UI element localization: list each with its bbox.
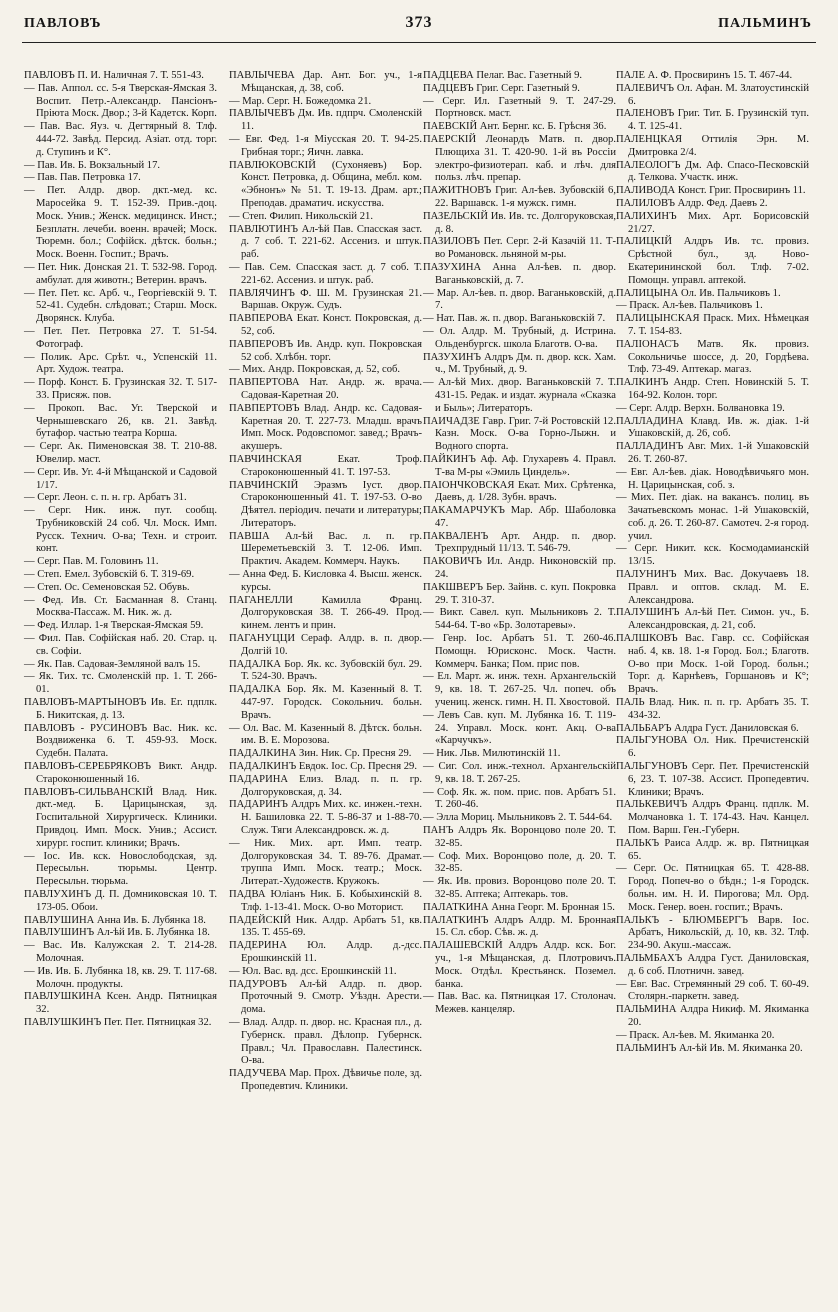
directory-entry: ПАДУЧЕВА Мар. Прох. Дѣвичье поле, зд. Пропедевтич. Клиники. <box>229 1068 422 1092</box>
directory-entry: ПАВЛУХИНЪ Д. П. Домниковская 10. Т. 173-05. Обои. <box>24 889 217 913</box>
directory-entry: — Генр. Іос. Арбатъ 51. Т. 260-46. Помощн. Юрисконс. Моск. Частн. Коммерч. Банка; Пом. прис пов. <box>423 633 616 670</box>
directory-entry: — Пет. Пет. Петровка 27. Т. 51-54. Фотограф. <box>24 325 217 350</box>
directory-entry: — Пав. Ив. Б. Вокзальный 17. <box>24 159 161 171</box>
directory-entry: ПАДУРОВЪ Ал-ѣй Алдр. п. двор. Проточный 9. Смотр. Уѣздн. Арести. дома. <box>229 978 422 1016</box>
directory-entry: ПАЛЕОЛОГЪ Дм. Аф. Спасо-Песковскій д. Телкова. Участк. инж. <box>616 159 809 184</box>
directory-entry: — Нат. Пав. ж. п. двор. Ваганьковскій 7. <box>423 313 606 325</box>
running-head-left: ПАВЛОВЪ <box>24 16 102 31</box>
directory-entry: — Серг. Ник. инж. пут. сообщ. Трубниковскій 24 соб. Чл. Моск. Имп. Русск. Технич. О-ва; Техн. и строит. конт. <box>24 505 217 555</box>
directory-entry: ПАЛЬМБАХЪ Алдра Густ. Даниловская, д. 6 соб. Плотничн. завед. <box>616 952 809 977</box>
directory-entry: — Як. Пав. Садовая-Земляной валъ 15. <box>24 658 201 670</box>
directory-entry: ПАНЪ Алдръ Як. Воронцово поле 20. Т. 32-85. <box>423 825 616 849</box>
directory-entry: ПАИЧАДЗЕ Гавр. Григ. 7-й Ростовскій 12. Казн. Моск. О-ва Горно-Лыжн. и Водного спорта. <box>423 415 616 453</box>
directory-entry: — Пет. Алдр. двор. дкт.-мед. кс. Маросейка 9. Т. 152-39. Прив.-доц. Моск. Унив.; Женск. медицинск. Инст.; Безплатн. лечеби. военн. врачей; Моск. Тюремн. бол.; Софійск. дѣтск. больн.; Моск. Военн. Госпит.; Врачъ. <box>24 185 217 261</box>
directory-entry: ПАЛЕ А. Ф. Просвиринъ 15. Т. 467-44. <box>616 70 793 81</box>
directory-entry: ПАВЛЯЧИНЪ Ф. Ш. М. Грузинская 21. Варшав. Окруж. Судъ. <box>229 287 422 312</box>
directory-entry: — Соф. Мих. Воронцово поле, д. 20. Т. 32-85. <box>423 850 616 875</box>
directory-entry: — Левъ Сав. куп. М. Лубянка 16. Т. 119-24. Управл. Моск. конт. Акц. О-ва «Карчучкъ». <box>423 709 616 747</box>
directory-entry: ПАЛАШЕВСКІЙ Алдръ Алдр. кск. Бог. уч., 1-я Мѣщанская, д. Плотровичъ. Моск. Отдѣл. Крестьянск. Поземел. банка. <box>423 940 616 990</box>
directory-entry: ПАВЛЫЧЕВА Дар. Ант. Бог. уч., 1-я Мѣщанская, д. 38, соб. <box>229 70 422 94</box>
directory-entry: — Соф. Як. ж. пом. прис. пов. Арбатъ 51. Т. 260-46. <box>423 786 616 811</box>
directory-entry: ПАЗУХИНА Анна Ал-ѣев. п. двор. Ваганьковскій, д. 7. <box>423 261 616 286</box>
directory-entry: ПАВЛОВЪ-МАРТЫНОВЪ Ив. Ег. пдплк. Б. Никитская, д. 13. <box>24 697 217 721</box>
directory-entry: — Пав. Пав. Петровка 17. <box>24 172 141 184</box>
directory-entry: — Ив. Ив. Б. Лубянка 18, кв. 29. Т. 117-68. Молочн. продукты. <box>24 965 217 990</box>
directory-entry: ПАДЕЙСКІЙ Ник. Алдр. Арбатъ 51, кв. 135. Т. 455-69. <box>229 914 422 939</box>
directory-entry: ПАГАНУЦЦИ Сераф. Алдр. в. п. двор. Долгій 10. <box>229 633 422 657</box>
directory-entry: ПАЛИЦЫНА Ол. Ив. Пальчиковъ 1. <box>616 287 781 299</box>
directory-entry: — Праск. Ал-ѣев. Пальчиковъ 1. <box>616 300 763 312</box>
directory-entry: — Пав. Вас. Яуз. ч. Дегтярный 8. Тлф. 444-72. Завѣд. Персид. Азіат. отд. торг. д. Ступинъ и К°. <box>24 121 217 158</box>
directory-entry: ПАВЧИНСКАЯ Екат. Троф. Староконюшенный 41. Т. 197-53. <box>229 453 422 478</box>
directory-entry: ПАЛИВОДА Конст. Григ. Просвиринъ 11. <box>616 185 806 197</box>
directory-entry: ПАЛЬМИНА Алдра Никиф. М. Якиманка 20. <box>616 1004 809 1028</box>
directory-entry: — Элла Мориц. Мыльниковъ 2. Т. 544-64. <box>423 812 613 824</box>
directory-entry: ПАГАНЕЛЛИ Камилла Франц. Долгоруковская 38. Т. 266-49. Прод. кинем. лентъ и прин. <box>229 594 422 632</box>
directory-entry: — Влад. Алдр. п. двор. нс. Красная пл., д. Губернск. правл. Дѣлопр. Губернск. Правл.; Чл. Православн. Палестинск. О-ва. <box>229 1016 422 1067</box>
directory-entry: ПАВЛУШИНЪ Ал-ѣй Ив. Б. Лубянка 18. <box>24 927 210 939</box>
column-4 <box>616 70 809 1055</box>
directory-entry: — Мар. Серг. Н. Божедомка 21. <box>229 95 372 107</box>
directory-entry: ПАВЛОВЪ-СИЛЬВАНСКІЙ Влад. Ник. дкт.-мед. Б. Царицынская, зд. Госпитальной Хирургическ. Клиники. Привдоц. Имп. Моск. Унив.; Ассист. хирург. госпит. клиники; Врачъ. <box>24 786 217 849</box>
directory-entry: — Серг. Ив. Уг. 4-й Мѣщанской и Садовой 1/17. <box>24 466 217 491</box>
directory-entry: — Серг. Ос. Пятницкая 65. Т. 428-88. Город. Попеч-во о бѣдн.; 1-я Городск. больн. им. Н. И. Пирогова; Мл. Орд. Моск. Генер. воен. госпит.; Врачъ. <box>616 863 809 913</box>
directory-entry: — Серг. Алдр. Верхн. Болвановка 19. <box>616 402 785 414</box>
directory-entry: — Як. Тих. тс. Смоленскій пр. 1. Т. 266-01. <box>24 671 217 696</box>
directory-entry: — Фед. Иллар. 1-я Тверская-Ямская 59. <box>24 620 204 632</box>
directory-entry: — Викт. Савел. куп. Мыльниковъ 2. Т. 544-64. Т-во «Бр. Золотаревы». <box>423 607 616 632</box>
directory-entry: — Юл. Вас. вд. дсс. Ерошкинскій 11. <box>229 965 397 977</box>
column-3 <box>423 70 616 1017</box>
directory-entry: ПАДАРИНА Елиз. Влад. п. п. гр. Долгоруковская, д. 34. <box>229 773 422 798</box>
directory-entry: — Ник. Льв. Милютинскій 11. <box>423 748 561 760</box>
directory-entry: ПАЛЛАДИНА Клавд. Ив. ж. діак. 1-й Ушаковскій, д. 26, соб. <box>616 415 809 440</box>
directory-entry: ПАДВА Юліанъ Ник. Б. Кобыхинскій 8. Тлф. 1-13-41. Моск. О-во Моторист. <box>229 889 422 913</box>
directory-entry: ПАЛАТКИНА Анна Георг. М. Бронная 15. <box>423 901 615 913</box>
directory-entry: ПАЗИЛОВЪ Пет. Серг. 2-й Казачій 11. Т-во Романовск. льняной м-ры. <box>423 236 616 261</box>
directory-entry: ПАЗЕЛЬСКІЙ Ив. Ив. тс. Долгоруковская, д. 8. <box>423 210 616 235</box>
directory-entry: ПАДЦЕВА Пелаг. Вас. Газетный 9. <box>423 70 583 81</box>
directory-entry: ПАДАРИНЪ Алдръ Мих. кс. инжен.-техн. Н. Башиловка 22. Т. 5-86-37 и 1-88-70. Служ. Тяги Александровск. ж. д. <box>229 799 422 837</box>
directory-entry: ПАВЛОВЪ - РУСИНОВЪ Вас. Ник. кс. Воздвиженка 6. Т. 459-93. Моск. Судебн. Палата. <box>24 722 217 760</box>
directory-entry: — Евг. Фед. 1-я Міусская 20. Т. 94-25. Грибная торг.; Яичн. лавка. <box>229 133 422 158</box>
directory-entry: ПАКШВЕРЪ Бер. Зайнв. с. куп. Покровка 29. Т. 310-37. <box>423 581 616 606</box>
directory-entry: ПАДАЛКИНА Зин. Ник. Ср. Пресня 29. <box>229 748 412 760</box>
directory-entry: ПАВПЕРТОВЪ Влад. Андр. кс. Садовая-Каретная 20. Т. 227-73. Младш. врачъ Имп. Моск. Родовспомог. завед.; Врачъ-акушеръ. <box>229 402 422 453</box>
directory-entry: ПАДАЛКА Бор. Як. кс. Зубовскій бул. 29. Т. 524-30. Врачъ. <box>229 658 422 683</box>
directory-entry: — Полик. Арс. Срѣт. ч., Успенскій 11. Арт. Худож. театра. <box>24 351 217 376</box>
directory-entry: ПАДАЛКИНЪ Евдок. Іос. Ср. Пресня 29. <box>229 761 417 773</box>
directory-entry: ПАВЛУШКИНЪ Пет. Пет. Пятницкая 32. <box>24 1016 212 1028</box>
directory-entry: — Мих. Андр. Покровская, д. 52, соб. <box>229 364 401 376</box>
directory-entry: ПАВПЕРТОВА Нат. Андр. ж. врача. Садовая-Каретная 20. <box>229 377 422 401</box>
directory-entry: — Степ. Филип. Никольскій 21. <box>229 210 373 222</box>
directory-entry: ПАЛЕВИЧЪ Ол. Афан. М. Златоустинскій 6. <box>616 82 809 107</box>
directory-entry: — Сиг. Сол. инж.-технол. Архангельскій 9, кв. 18. Т. 267-25. <box>423 761 616 785</box>
directory-entry: — Степ. Ос. Семеновская 52. Обувь. <box>24 581 190 593</box>
directory-entry: ПАВЛОВЪ-СЕРЕБРЯКОВЪ Викт. Андр. Староконюшенный 16. <box>24 761 217 785</box>
directory-entry: — Пав. Аппол. сс. 5-я Тверская-Ямская 3. Воспит. Петр.-Александр. Пансіонъ-Пріюта Моск. Двор.; 3-й Кадетск. Корп. <box>24 82 217 120</box>
directory-entry: ПАВЛУШКИНА Ксен. Андр. Пятницкая 32. <box>24 991 217 1016</box>
directory-entry: ПАЛУШИНЪ Ал-ѣй Пет. Симон. уч., Б. Александровская, д. 21, соб. <box>616 607 809 632</box>
directory-entry: ПАДАЛКА Бор. Як. М. Казенный 8. Т. 447-97. Городск. Сокольнич. больн. Врачъ. <box>229 684 422 721</box>
directory-entry: — Прокоп. Вас. Уг. Тверской и Чернышевскаго 26, кв. 21. Завѣд. бутафор. частью театра Корша. <box>24 402 217 440</box>
column-2 <box>229 70 422 1094</box>
directory-entry: — Мар. Ал-ѣев. п. двор. Ваганьковскій, д. 7. <box>423 287 616 312</box>
directory-entry: ПАЛЬКЪ - БЛЮМБЕРГЪ Варв. Іос. Арбатъ, Никольскій, д. 10, кв. 32. Тлф. 234-90. Акуш.-массаж. <box>616 914 809 952</box>
directory-entry: — Ник. Мих. арт. Имп. театр. Долгоруковская 34. Т. 89-76. Драмат. труппа Имп. Моск. театр.; Моск. Литерат.-Художеств. Кружокъ. <box>229 837 422 888</box>
directory-entry: — Серг. Никит. кск. Космодамианскій 13/15. <box>616 543 809 568</box>
directory-entry: ПАЛИЦКІЙ Алдръ Ив. тс. провиз. Срѣстной бул., зд. Ново-Екатерининской бол. Тлф. 7-02. Помощн. управл. аптекой. <box>616 236 809 286</box>
directory-entry: — Ол. Алдр. М. Трубный, д. Истрина. Ольденбургск. школа Благотв. О-ва. <box>423 325 616 350</box>
directory-entry: — Серг. Пав. М. Головинъ 11. <box>24 556 159 568</box>
directory-entry: — Пав. Сем. Спасская заст. д. 7 соб. Т. 221-62. Ассениз. и штук. раб. <box>229 261 422 286</box>
directory-entry: ПАВЛЫЧЕВЪ Дм. Ив. пдпрч. Смоленскій 11. <box>229 108 422 133</box>
directory-entry: — Серг. Леон. с. п. н. гр. Арбатъ 31. <box>24 492 187 504</box>
directory-entry: ПАЛИЛОВЪ Алдр. Фед. Даевъ 2. <box>616 197 768 209</box>
directory-entry: ПАДЦЕВЪ Григ. Серг. Газетный 9. <box>423 82 580 94</box>
directory-entry: — Евг. Ал-ѣев. діак. Новодѣвичьяго мон. Н. Царицынская, соб. з. <box>616 466 809 491</box>
directory-entry: — Мих. Пет. діак. на вакансъ. полиц. въ Зачатьевскомъ монас. 1-й Ушаковскій, соб. д. 26. Т. 260-87. Самотеч. 2-я город. учил. <box>616 492 809 542</box>
directory-entry: ПАВЛОВЪ П. И. Наличная 7. Т. 551-43. <box>24 70 204 81</box>
directory-entry: ПАВПЕРОВА Екат. Конст. Покровская, д. 52, соб. <box>229 313 422 337</box>
header-rule <box>22 42 816 43</box>
directory-entry: — Іос. Ив. кск. Новослободская, зд. Пересыльн. тюрьмы. Центр. Пересыльн. тюрьма. <box>24 850 217 888</box>
directory-entry: ПАЛЬБАРЪ Алдра Густ. Даниловская 6. <box>616 722 799 734</box>
directory-entry: ПАВЛЮКОВСКІЙ (Сухоняевъ) Бор. Конст. Петровка, д. Община, мебл. ком. «Эбнонъ» № 51. Т. 19-13. Драм. арт.; Преподав. драматич. искусства. <box>229 159 422 209</box>
directory-entry: ПАВЛЮТИНЪ Ал-ѣй Пав. Спасская заст. д. 7 соб. Т. 221-62. Ассениз. и штук. раб. <box>229 223 422 261</box>
directory-entry: ПАЛЬГУНОВА Ол. Ник. Пречистенскій 6. <box>616 735 809 760</box>
directory-entry: — Праск. Ал-ѣев. М. Якиманка 20. <box>616 1029 775 1041</box>
directory-entry: ПАЛЬМИНЪ Ал-ѣй Ив. М. Якиманка 20. <box>616 1042 803 1054</box>
directory-entry: ПАКОВИЧЪ Ил. Андр. Никоновскій пр. 24. <box>423 556 616 581</box>
directory-entry: — Порф. Конст. Б. Грузинская 32. Т. 517-33. Присяж. пов. <box>24 377 217 401</box>
directory-entry: ПАЛЕНЦКАЯ Оттилія Эрн. М. Дмитровка 2/4. <box>616 133 809 158</box>
directory-entry: — Пав. Вас. ка. Пятницкая 17. Столонач. Межев. канцеляр. <box>423 991 616 1016</box>
directory-entry: ПАЛІОНАСЪ Матв. Як. провиз. Сокольничье шоссе, д. 20, Гордѣева. Тлф. 73-49. Аптекар. магаз. <box>616 338 809 376</box>
directory-entry: ПАЗУХИНЪ Алдръ Дм. п. двор. кск. Хам. ч., М. Трубный, д. 9. <box>423 351 616 376</box>
directory-entry: — Пет. Ник. Донская 21. Т. 532-98. Город. амбулат. для животн.; Ветерин. врачъ. <box>24 261 217 286</box>
column-1 <box>24 70 217 1030</box>
directory-entry: — Серг. Ил. Газетный 9. Т. 247-29. Портновск. маст. <box>423 95 616 120</box>
directory-entry: ПАЖИТНОВЪ Григ. Ал-ѣев. Зубовскій 6, 22. Варшавск. 1-я мужск. гимн. <box>423 185 616 209</box>
directory-entry: ПАЕРСКІЙ Леонардъ Матв. п. двор. Плющиха 31. Т. 420-90. 1-й въ Россіи электро-физиотерап. каб. и лѣч. для польз. лѣч. препар. <box>423 133 616 184</box>
directory-entry: — Як. Ив. провиз. Воронцово поле 20. Т. 32-85. Аптека; Аптекарь. тов. <box>423 876 616 900</box>
directory-entry: — Вас. Ив. Калужская 2. Т. 214-28. Молочная. <box>24 940 217 964</box>
directory-entry: ПАВЛУШИНА Анна Ив. Б. Лубянка 18. <box>24 914 206 926</box>
directory-entry: ПАЛЬКЕВИЧЪ Алдръ Франц. пдплк. М. Молчановка 1. Т. 174-43. Нач. Канцел. Пом. Варш. Ген.-Губерн. <box>616 799 809 837</box>
directory-entry: ПАВЧИНСКІЙ Эразмъ Іуст. двор. Староконюшенный 41. Т. 197-53. О-во Дѣятел. періодич. печати и литературы; Литераторъ. <box>229 479 422 529</box>
directory-entry: — Ел. Март. ж. инж. техн. Архангельскій 9, кв. 18. Т. 267-25. Чл. попеч. объ учениц. женск. гимн. Н. П. Хвостовой. <box>423 671 616 709</box>
running-head-right: ПАЛЬМИНЪ <box>718 16 812 31</box>
directory-entry: ПАЛИХИНЪ Мих. Арт. Борисовскій 21/27. <box>616 210 809 235</box>
directory-entry: — Фед. Ив. Ст. Басманная 8. Станц. Москва-Пассаж. М. Ник. ж. д. <box>24 594 217 619</box>
directory-entry: ПАЕВСКІЙ Ант. Бернг. кс. Б. Грѣсня 36. <box>423 121 607 133</box>
directory-entry: ПАКВАЛЕНЪ Арт. Андр. п. двор. Трехпрудный 11/13. Т. 546-79. <box>423 530 616 555</box>
directory-entry: — Ол. Вас. М. Казенный 8. Дѣтск. больн. им. В. Е. Морозова. <box>229 722 422 747</box>
directory-entry: ПАЛЬГУНОВЪ Серг. Пет. Пречистенскій 6, 23. Т. 107-38. Ассист. Пропедевтич. Клиники; Врачъ. <box>616 761 809 798</box>
directory-entry: ПАЛШКОВЪ Вас. Гавр. сс. Софійская наб. 4, кв. 18. 1-я Город. Бол.; Благотв. О-во при Моск. 1-ой Город. больн.; Торг. д. Карнѣевъ, Горшановъ и К°; Врачъ. <box>616 633 809 696</box>
directory-entry: ПАВША Ал-ѣй Вас. л. п. гр. Шереметьевскій 3. Т. 12-06. Имп. Практич. Академ. Коммерч. Наукъ. <box>229 530 422 568</box>
directory-entry: ПАЛИЦЫНСКАЯ Праск. Мих. Нѣмецкая 7. Т. 154-83. <box>616 313 809 337</box>
page-number: 373 <box>405 14 433 31</box>
directory-entry: — Ал-ѣй Мих. двор. Ваганьковскій 7. Т. 431-15. Редак. и издат. журнала «Сказка и Быль»; Литераторъ. <box>423 377 616 414</box>
directory-entry: ПАЙКИНЪ Аф. Аф. Глухаревъ 4. Правл. Т-ва М-ры «Эмиль Циндель». <box>423 453 616 478</box>
directory-entry: ПАДЕРИНА Юл. Алдр. д.-дсс. Ерошкинскій 11. <box>229 940 422 964</box>
directory-entry: ПАІОНЧКОВСКАЯ Екат. Мих. Срѣтенка, Даевъ, д. 1/28. Зубн. врачъ. <box>423 479 616 504</box>
directory-entry: — Фил. Пав. Софійская наб. 20. Стар. ц. св. Софіи. <box>24 633 217 657</box>
directory-entry: — Серг. Ак. Пименовская 38. Т. 210-88. Ювелир. маст. <box>24 441 217 465</box>
directory-entry: — Евг. Вас. Стремянный 29 соб. Т. 60-49. Столярн.-паркетн. завед. <box>616 978 809 1003</box>
directory-entry: ПАЛЛАДИНЪ Авг. Мих. 1-й Ушаковскій 26. Т. 260-87. <box>616 441 809 465</box>
directory-entry: — Степ. Емел. Зубовскій 6. Т. 319-69. <box>24 569 195 581</box>
directory-entry: — Пет. Пет. кс. Арб. ч., Георгіевскій 9. Т. 52-41. Судебн. слѣдоват.; Старш. Моск. Дворянск. Клуба. <box>24 287 217 325</box>
directory-entry: ПАЛЕНОВЪ Григ. Тит. Б. Грузинскій туп. 4. Т. 125-41. <box>616 108 809 133</box>
directory-entry: ПАКАМАРЧУКЪ Мар. Абр. Шаболовка 47. <box>423 505 616 529</box>
directory-entry: — Анна Фед. Б. Кисловка 4. Высш. женск. курсы. <box>229 569 422 593</box>
directory-entry: ПАЛЬ Влад. Ник. п. п. гр. Арбатъ 35. Т. 434-32. <box>616 697 809 721</box>
directory-entry: ПАЛЬКЪ Раиса Алдр. ж. вр. Пятницкая 65. <box>616 837 809 862</box>
directory-entry: ПАЛУНИНЪ Мих. Вас. Докучаевъ 18. Правл. и оптов. склад. М. Е. Александрова. <box>616 569 809 606</box>
directory-entry: ПАВПЕРОВЪ Ив. Андр. куп. Покровская 52 соб. Хлѣбн. торг. <box>229 338 422 363</box>
directory-entry: ПАЛКИНЪ Андр. Степ. Новинскій 5. Т. 164-92. Колон. торг. <box>616 377 809 401</box>
directory-entry: ПАЛАТКИНЪ Алдръ Алдр. М. Бронная 15. Сл. сбор. Сѣв. ж. д. <box>423 914 616 939</box>
